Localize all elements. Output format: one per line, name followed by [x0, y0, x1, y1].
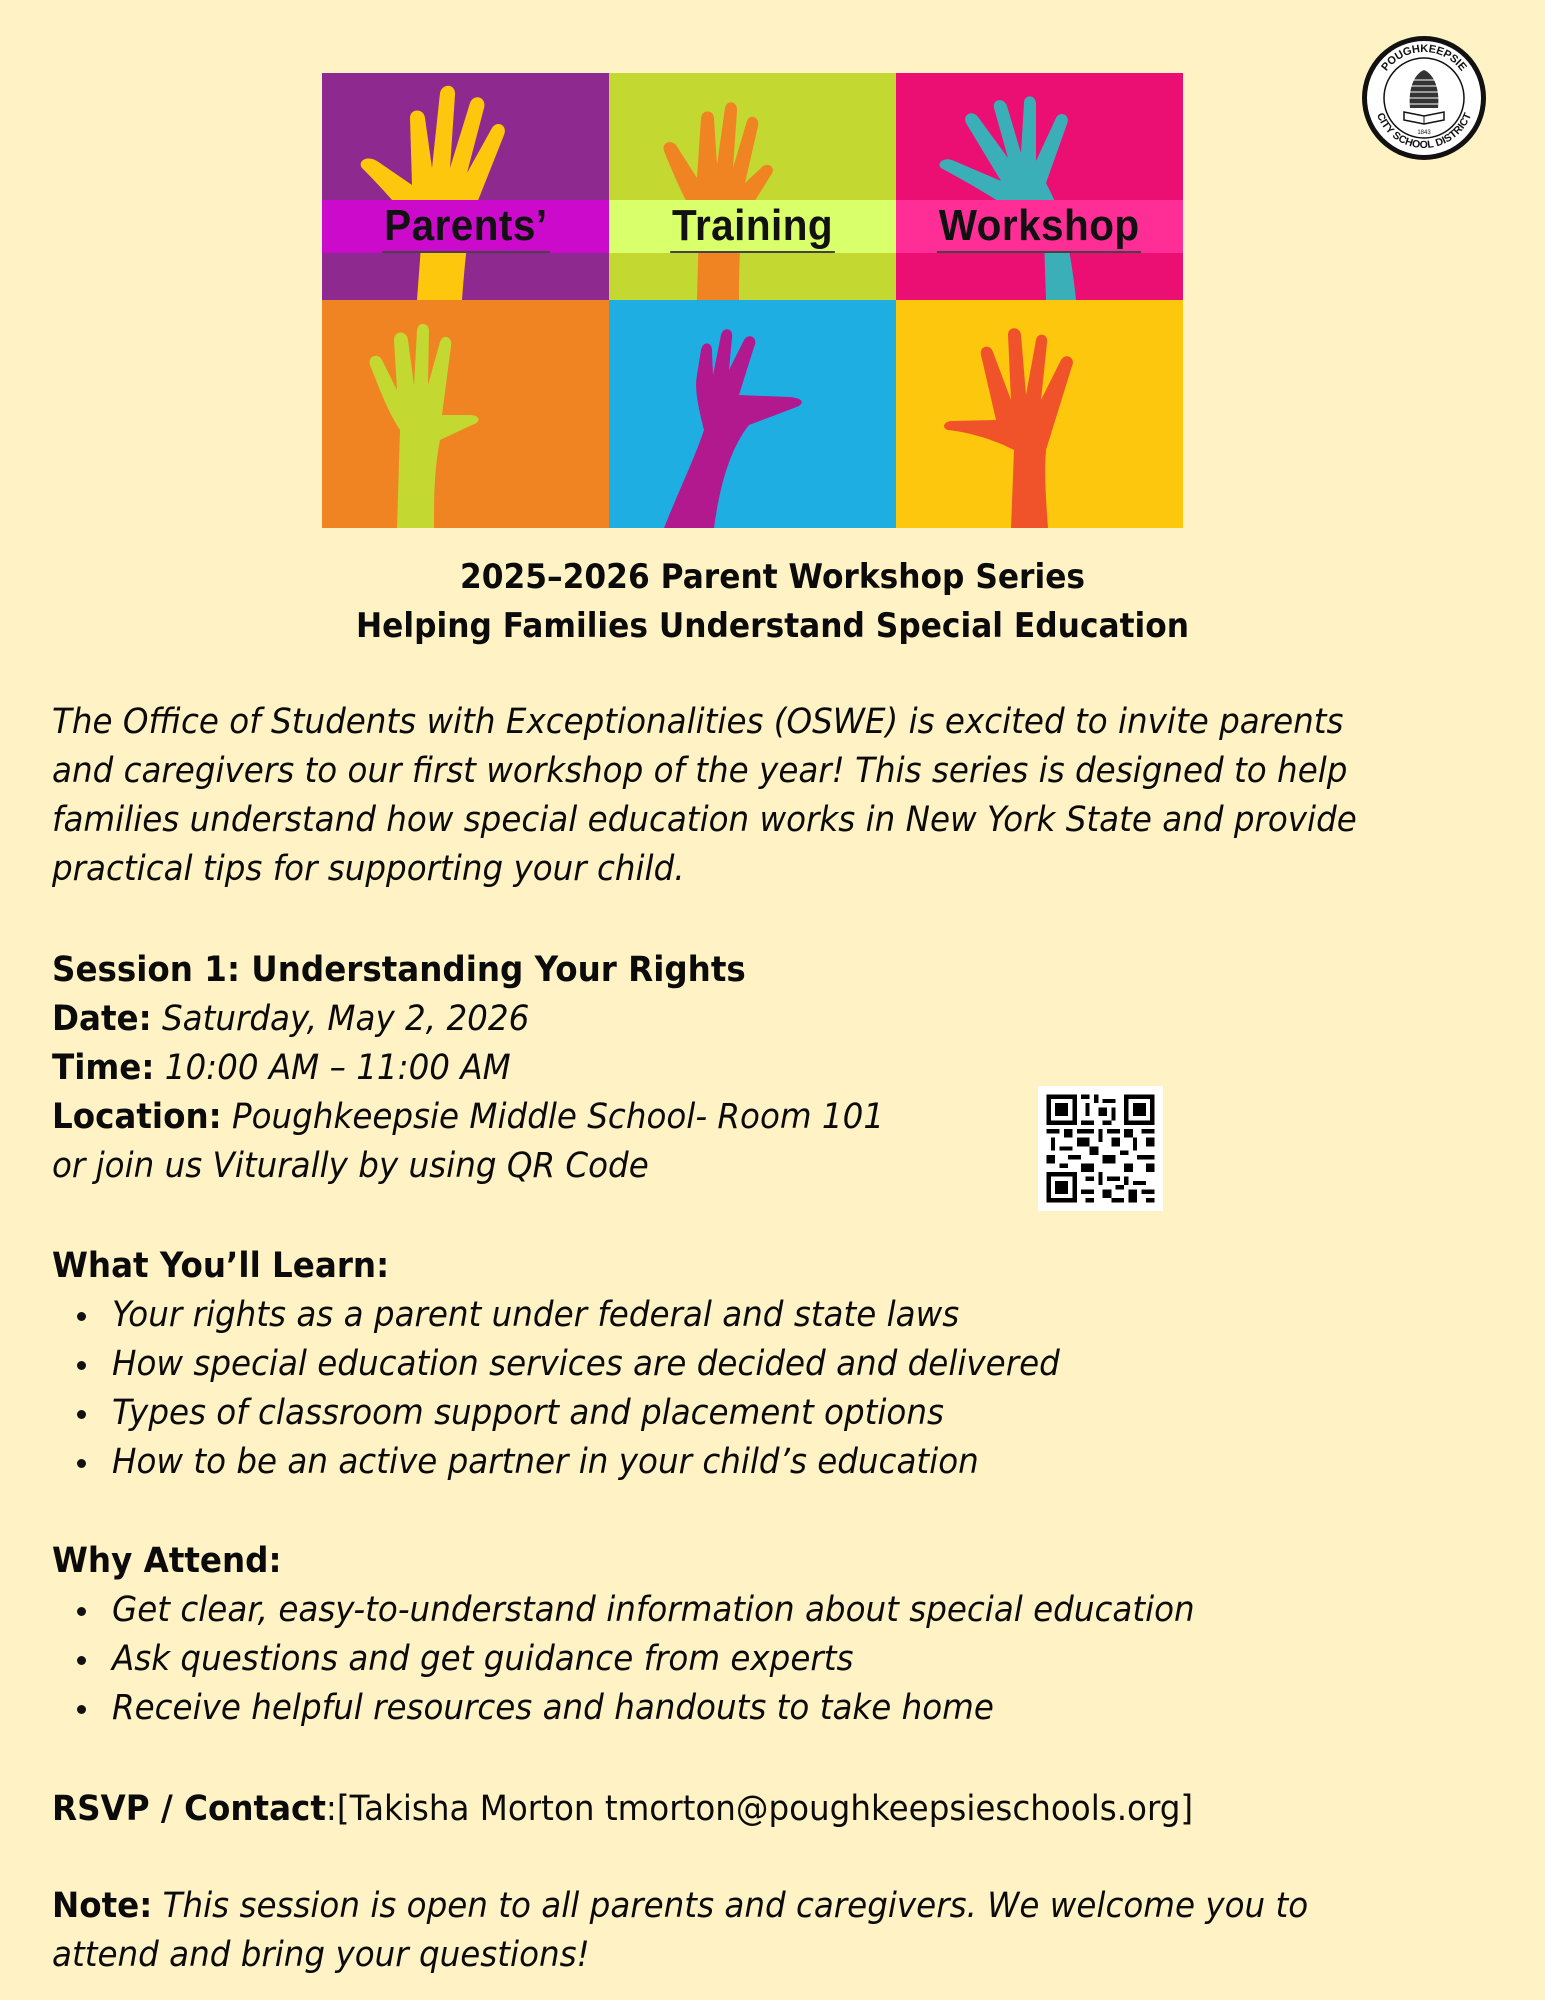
note-text-line1: This session is open to all parents and caregivers. We welcome you to [162, 1886, 1309, 1926]
seal-text-bottom: CITY SCHOOL DISTRICT [1373, 111, 1474, 152]
list-item [52, 1438, 1131, 1487]
banner-word-workshop: Workshop [937, 201, 1142, 253]
list-item-text: Your rights as a parent under federal and state laws [112, 1295, 960, 1335]
banner-word-parents: Parents’ [382, 201, 549, 253]
school-district-seal-icon [1360, 34, 1488, 162]
note-section [52, 1882, 1403, 1980]
seal-text-top: POUGHKEEPSIE [1379, 42, 1469, 74]
session-location [52, 1093, 884, 1142]
learn-section [52, 1242, 1131, 1487]
list-item-text: Receive helpful resources and handouts to take home [112, 1688, 994, 1728]
intro-line: practical tips for supporting your child. [52, 849, 685, 889]
session-details [52, 946, 947, 1191]
list-item-text: Get clear, easy-to-understand information about special education [112, 1590, 1195, 1630]
rsvp-label: RSVP / Contact [52, 1789, 326, 1829]
intro-line: and caregivers to our first workshop of the year! This series is designed to help [52, 751, 1348, 791]
rsvp-contact-value[interactable]: [Takisha Morton tmorton@poughkeepsieschools.org] [336, 1789, 1194, 1829]
list-item [52, 1291, 1131, 1340]
note-text-line2: attend and bring your questions! [52, 1935, 590, 1975]
learn-heading: What You’ll Learn: [52, 1246, 390, 1286]
time-value: 10:00 AM – 11:00 AM [164, 1048, 511, 1088]
rsvp-contact [52, 1785, 1279, 1834]
list-item-text: How special education services are decided and delivered [112, 1344, 1060, 1384]
banner-band [896, 200, 1183, 253]
banner-tile-yellow [896, 300, 1183, 528]
location-value: Poughkeepsie Middle School- Room 101 [231, 1097, 885, 1137]
workshop-banner [322, 73, 1183, 528]
list-item-text: How to be an active partner in your child’s education [112, 1442, 979, 1482]
time-label: Time: [52, 1048, 155, 1088]
list-item [52, 1635, 1276, 1684]
banner-tile-orange [322, 300, 609, 528]
page-header [0, 553, 1545, 651]
banner-band [609, 200, 896, 253]
why-list [52, 1586, 1276, 1733]
raised-hand-icon [609, 73, 896, 300]
qr-code-icon[interactable] [1038, 1086, 1163, 1211]
session-title: Session 1: Understanding Your Rights [52, 950, 746, 990]
raised-hand-icon [322, 73, 609, 300]
rsvp-colon: : [325, 1789, 337, 1829]
raised-hand-icon [896, 73, 1183, 300]
raised-hand-icon [322, 300, 609, 528]
note-label: Note: [52, 1886, 153, 1926]
banner-tile-workshop [896, 73, 1183, 300]
learn-list [52, 1291, 1131, 1487]
intro-line: The Office of Students with Exceptionalities (OSWE) is excited to invite parents [52, 702, 1344, 742]
banner-band [322, 200, 609, 253]
banner-word-training: Training [670, 201, 835, 253]
list-item-text: Ask questions and get guidance from experts [112, 1639, 854, 1679]
why-heading: Why Attend: [52, 1541, 282, 1581]
raised-hand-icon [609, 300, 896, 528]
seal-year: 1843 [1417, 130, 1431, 136]
list-item [52, 1389, 1131, 1438]
banner-tile-blue [609, 300, 896, 528]
session-time [52, 1044, 884, 1093]
list-item [52, 1340, 1131, 1389]
list-item-text: Types of classroom support and placement options [112, 1393, 944, 1433]
location-label: Location: [52, 1097, 222, 1137]
intro-paragraph [52, 698, 1492, 894]
virtual-note: or join us Viturally by using QR Code [52, 1146, 649, 1186]
list-item [52, 1586, 1276, 1635]
intro-line: families understand how special education works in New York State and provide [52, 800, 1357, 840]
banner-tile-training [609, 73, 896, 300]
session-date [52, 995, 884, 1044]
page-subtitle: Helping Families Understand Special Education [355, 606, 1190, 646]
date-label: Date: [52, 999, 152, 1039]
banner-tile-parents [322, 73, 609, 300]
list-item [52, 1684, 1276, 1733]
page-title: 2025–2026 Parent Workshop Series [459, 557, 1086, 597]
why-section [52, 1537, 1276, 1733]
raised-hand-icon [896, 300, 1183, 528]
date-value: Saturday, May 2, 2026 [162, 999, 530, 1039]
